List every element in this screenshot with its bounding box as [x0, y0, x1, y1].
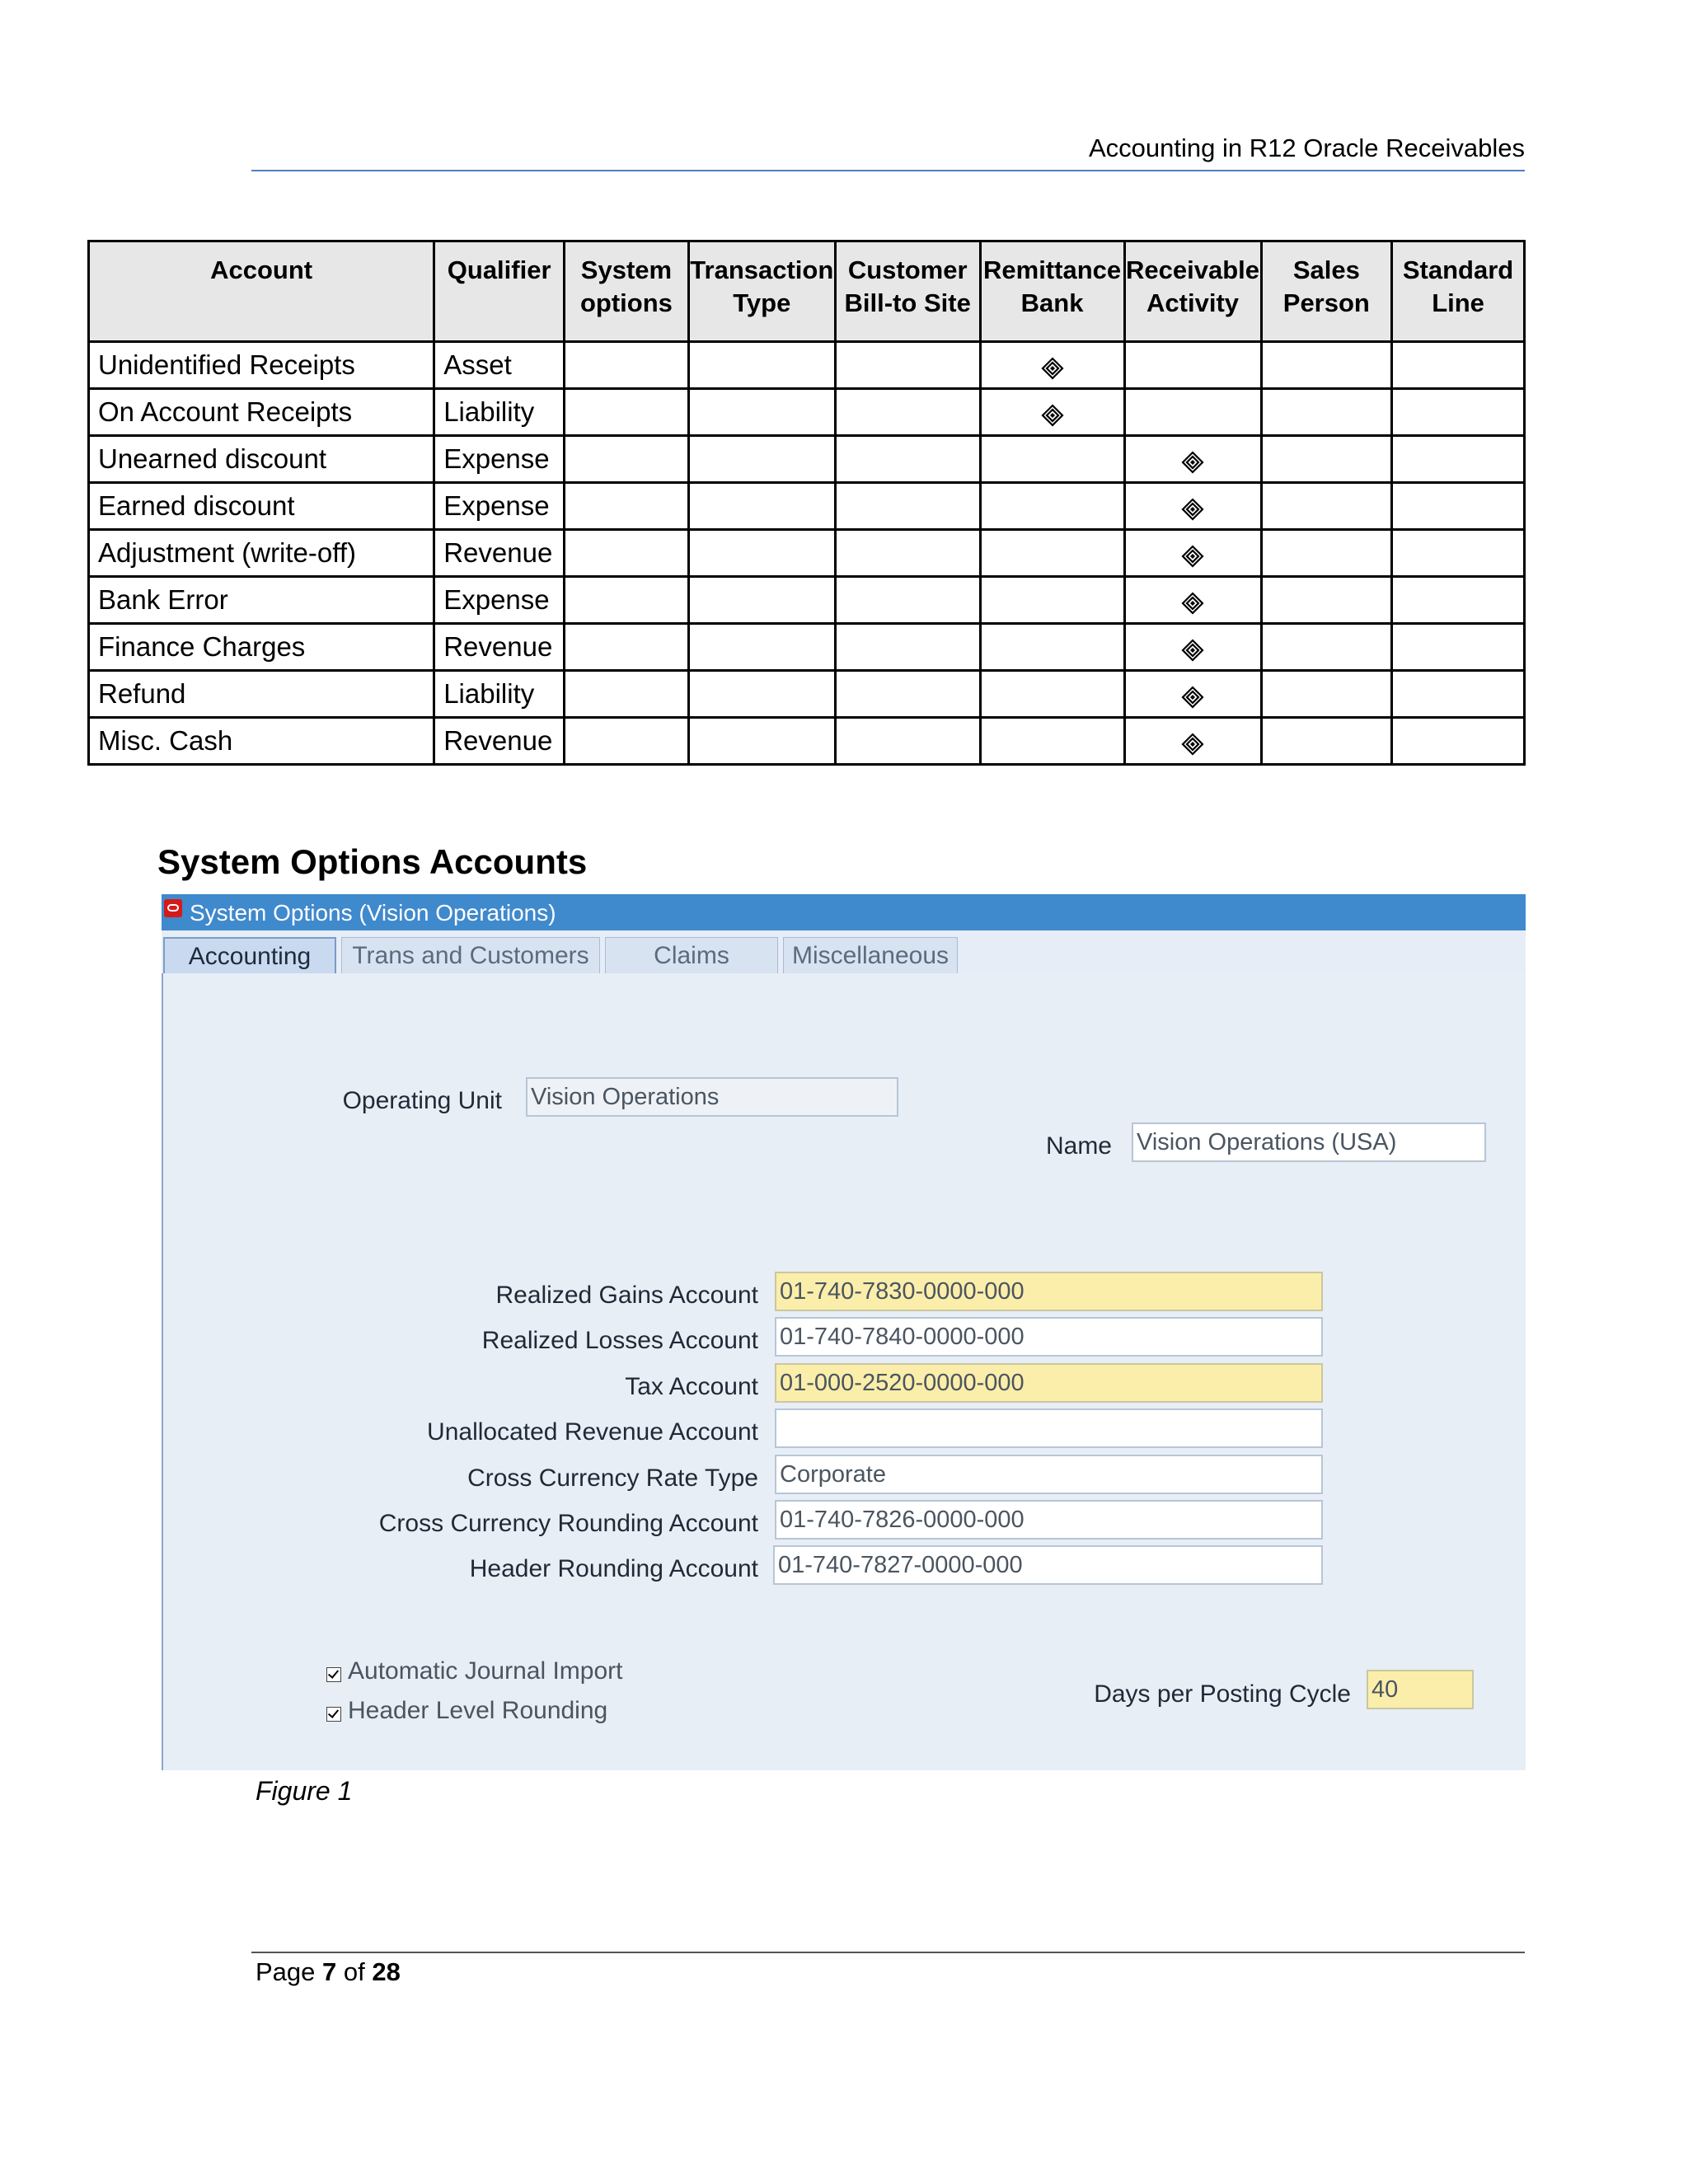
source-cell [980, 530, 1124, 577]
window-titlebar[interactable] [162, 894, 1526, 930]
qualifier-cell: Revenue [434, 530, 565, 577]
table-row [89, 577, 1525, 624]
source-cell [980, 577, 1124, 624]
source-cell [688, 436, 835, 483]
source-cell [688, 483, 835, 530]
source-cell [1124, 483, 1261, 530]
source-cell [1261, 624, 1392, 671]
table-row [89, 436, 1525, 483]
diamond-bullet-icon [1041, 355, 1064, 378]
source-cell [1392, 483, 1525, 530]
column-header-line: Activity [1146, 288, 1240, 317]
column-header [1261, 241, 1392, 342]
source-cell [565, 389, 689, 436]
page-header [251, 129, 1525, 171]
source-cell [1392, 624, 1525, 671]
column-header [1124, 241, 1261, 342]
source-cell [835, 483, 980, 530]
source-cell [1124, 718, 1261, 765]
cross-currency-rounding-field[interactable]: 01-740-7826-0000-000 [775, 1500, 1323, 1540]
qualifier-cell: Expense [434, 436, 565, 483]
account-cell: Misc. Cash [89, 718, 434, 765]
source-cell [1261, 342, 1392, 389]
qualifier-cell: Expense [434, 577, 565, 624]
diamond-bullet-icon [1181, 590, 1204, 613]
realized-gains-field[interactable]: 01-740-7830-0000-000 [775, 1272, 1323, 1311]
days-per-posting-cycle-label: Days per Posting Cycle [1094, 1680, 1351, 1708]
footer-page-number: 7 [322, 1957, 337, 1986]
diamond-bullet-icon [1181, 496, 1204, 519]
source-cell [1261, 389, 1392, 436]
source-cell [688, 624, 835, 671]
source-cell [980, 436, 1124, 483]
column-header-line: Qualifier [447, 255, 551, 284]
column-header-line: Bill-to Site [844, 288, 971, 317]
source-cell [835, 577, 980, 624]
source-cell [1124, 624, 1261, 671]
footer-of-label: of [343, 1957, 365, 1986]
realized-losses-field[interactable]: 01-740-7840-0000-000 [775, 1317, 1323, 1357]
source-cell [688, 718, 835, 765]
document-title: Accounting in R12 Oracle Receivables [1089, 134, 1525, 162]
source-cell [1392, 436, 1525, 483]
column-header-line: options [579, 288, 673, 317]
automatic-journal-import-label: Automatic Journal Import [348, 1657, 623, 1685]
accounting-tab-panel [162, 973, 1526, 1770]
tab-miscellaneous[interactable]: Miscellaneous [783, 937, 958, 973]
source-cell [835, 389, 980, 436]
header-rounding-field[interactable]: 01-740-7827-0000-000 [773, 1545, 1323, 1585]
source-cell [980, 718, 1124, 765]
table-header-row [89, 241, 1525, 342]
source-cell [1124, 436, 1261, 483]
source-cell [1392, 718, 1525, 765]
source-cell [1124, 389, 1261, 436]
source-cell [688, 389, 835, 436]
column-header-line: Remittance [983, 255, 1122, 284]
account-cell: Refund [89, 671, 434, 718]
header-rounding-label: Header Rounding Account [469, 1555, 758, 1582]
source-cell [835, 530, 980, 577]
diamond-bullet-icon [1181, 637, 1204, 660]
source-cell [980, 483, 1124, 530]
footer-page-total: 28 [372, 1957, 401, 1986]
table-row [89, 530, 1525, 577]
source-cell [835, 342, 980, 389]
source-cell [1124, 671, 1261, 718]
diamond-bullet-icon [1181, 684, 1204, 707]
account-cell: Finance Charges [89, 624, 434, 671]
column-header-line: Line [1432, 288, 1484, 317]
source-cell [688, 342, 835, 389]
account-cell: Bank Error [89, 577, 434, 624]
column-header-line: Type [733, 288, 791, 317]
source-cell [980, 389, 1124, 436]
table-row [89, 718, 1525, 765]
qualifier-cell: Liability [434, 389, 565, 436]
diamond-bullet-icon [1181, 543, 1204, 566]
column-header-line: Account [210, 255, 313, 284]
source-cell [1124, 530, 1261, 577]
header-level-rounding-label: Header Level Rounding [348, 1697, 608, 1724]
tab-trans-and-customers[interactable]: Trans and Customers [341, 937, 600, 973]
column-header [980, 241, 1124, 342]
diamond-bullet-icon [1181, 449, 1204, 472]
system-options-window [162, 894, 1526, 1770]
column-header-line: System [580, 255, 673, 284]
column-header-line: Receivable [1126, 255, 1260, 284]
source-cell [1124, 577, 1261, 624]
qualifier-cell: Liability [434, 671, 565, 718]
source-cell [688, 577, 835, 624]
source-cell [565, 342, 689, 389]
source-cell [565, 718, 689, 765]
operating-unit-field[interactable]: Vision Operations [526, 1077, 898, 1117]
source-cell [1261, 436, 1392, 483]
page-footer [256, 1957, 401, 1987]
source-cell [565, 577, 689, 624]
source-cell [835, 624, 980, 671]
column-header [1392, 241, 1525, 342]
source-cell [1261, 577, 1392, 624]
column-header-line: Bank [1020, 288, 1084, 317]
source-cell [1392, 389, 1525, 436]
source-cell [1392, 671, 1525, 718]
cross-currency-rate-type-label: Cross Currency Rate Type [467, 1465, 758, 1492]
source-cell [1261, 530, 1392, 577]
header-level-rounding-checkbox[interactable] [326, 1707, 341, 1722]
source-cell [1261, 718, 1392, 765]
figure-caption: Figure 1 [256, 1776, 353, 1806]
source-cell [835, 718, 980, 765]
column-header-line: Person [1282, 288, 1370, 317]
column-header [89, 241, 434, 342]
source-cell [1392, 342, 1525, 389]
column-header [688, 241, 835, 342]
unallocated-revenue-label: Unallocated Revenue Account [427, 1418, 758, 1446]
qualifier-cell: Revenue [434, 624, 565, 671]
unallocated-revenue-field[interactable] [775, 1408, 1323, 1448]
table-row [89, 671, 1525, 718]
column-header [565, 241, 689, 342]
source-cell [565, 436, 689, 483]
account-cell: Adjustment (write-off) [89, 530, 434, 577]
column-header-line: Sales [1292, 255, 1360, 284]
account-cell: Unidentified Receipts [89, 342, 434, 389]
footer-divider [251, 1952, 1525, 1953]
source-cell [835, 436, 980, 483]
table-row [89, 624, 1525, 671]
source-cell [688, 671, 835, 718]
account-cell: Earned discount [89, 483, 434, 530]
column-header [434, 241, 565, 342]
source-cell [688, 530, 835, 577]
cross-currency-rounding-label: Cross Currency Rounding Account [378, 1510, 758, 1537]
realized-gains-label: Realized Gains Account [495, 1282, 758, 1309]
source-cell [835, 671, 980, 718]
source-cell [1392, 577, 1525, 624]
name-field[interactable]: Vision Operations (USA) [1132, 1122, 1486, 1162]
oracle-logo-icon [164, 899, 182, 917]
qualifier-cell: Expense [434, 483, 565, 530]
source-cell [980, 671, 1124, 718]
table-row [89, 483, 1525, 530]
account-source-table [87, 240, 1526, 766]
source-cell [980, 624, 1124, 671]
source-cell [1261, 671, 1392, 718]
name-label: Name [1045, 1132, 1112, 1160]
section-title: System Options Accounts [157, 842, 588, 881]
diamond-bullet-icon [1181, 731, 1204, 754]
qualifier-cell: Asset [434, 342, 565, 389]
operating-unit-label: Operating Unit [342, 1087, 502, 1114]
column-header-line: Standard [1402, 255, 1514, 284]
source-cell [1124, 342, 1261, 389]
table-row [89, 342, 1525, 389]
window-title: System Options (Vision Operations) [190, 900, 556, 926]
tab-strip [162, 930, 1526, 975]
tax-account-label: Tax Account [625, 1373, 758, 1400]
source-cell [980, 342, 1124, 389]
column-header [835, 241, 980, 342]
realized-losses-label: Realized Losses Account [481, 1327, 758, 1354]
tax-account-field[interactable]: 01-000-2520-0000-000 [775, 1363, 1323, 1403]
source-cell [565, 530, 689, 577]
column-header-line: Customer [847, 255, 968, 284]
days-per-posting-cycle-field[interactable]: 40 [1367, 1670, 1474, 1709]
diamond-bullet-icon [1041, 402, 1064, 425]
table-row [89, 389, 1525, 436]
cross-currency-rate-type-field[interactable]: Corporate [775, 1455, 1323, 1494]
account-cell: Unearned discount [89, 436, 434, 483]
account-cell: On Account Receipts [89, 389, 434, 436]
source-cell [1392, 530, 1525, 577]
qualifier-cell: Revenue [434, 718, 565, 765]
tab-claims[interactable]: Claims [605, 937, 778, 973]
source-cell [565, 483, 689, 530]
footer-page-label: Page [256, 1957, 316, 1986]
column-header-line: Transaction [690, 255, 834, 284]
source-cell [565, 671, 689, 718]
source-cell [565, 624, 689, 671]
automatic-journal-import-checkbox[interactable] [326, 1667, 341, 1682]
source-cell [1261, 483, 1392, 530]
tab-accounting[interactable]: Accounting [163, 937, 336, 975]
